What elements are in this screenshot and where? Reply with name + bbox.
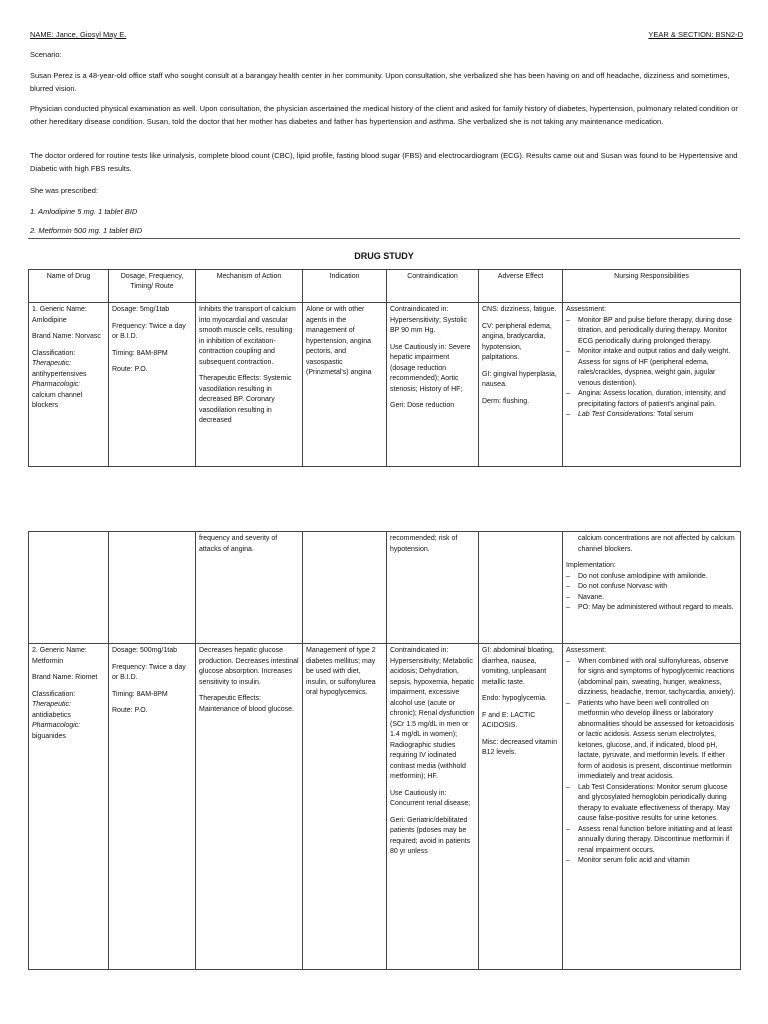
contraindication-cell xyxy=(387,644,479,970)
lab-test-text-cont: calcium concentrations are not affected by calcium channel blockers. xyxy=(578,535,735,553)
pharmacologic-label: Pharmacologic: xyxy=(32,722,81,729)
implementation-list xyxy=(566,572,737,614)
list-item: – PO: May be administered without regard to meals. xyxy=(578,603,737,614)
prescribed-label: She was prescribed: xyxy=(30,186,98,195)
adverse-misc: Misc: decreased vitamin B12 levels. xyxy=(482,738,558,756)
col-header: Nursing Responsibilities xyxy=(563,270,741,303)
pharmacologic-value: calcium channel blockers xyxy=(32,391,83,409)
therapeutic-value: antidiabetics xyxy=(32,711,71,719)
indication-cell xyxy=(303,303,387,467)
adverse-derm: Derm: flushing. xyxy=(482,397,530,405)
scenario-paragraph-3: The doctor ordered for routine tests like urinalysis, complete blood count (CBC), lipid profile, fasting blood sugar (FBS) and electrocardiogram (ECG). Results came out and Susan was found to be Hypertensive and Diabetic with high FBS results. xyxy=(30,151,738,173)
list-item: – Angina: Assess location, duration, intensity, and precipitating factors of patient's anginal pain. xyxy=(578,389,737,410)
mechanism-cell xyxy=(196,303,303,467)
list-item: – Patients who have been well controlled on metformin who develop illness or laboratory abnormalities should be assessed for ketoacidosis or lactic acidosis. Assess serum electrolytes, ketones, glucose, and, if indicated, blood pH, lactate, pyruvate, and metformin levels. If either form of acidosis is present, discontinue metformin immediately and treat acidosis. xyxy=(578,699,737,783)
frequency: Frequency: Twice a day or B.I.D. xyxy=(112,322,186,340)
assessment-list xyxy=(566,316,737,421)
assessment-label: Assessment: xyxy=(566,306,607,313)
pharmacologic-label: Pharmacologic: xyxy=(32,381,81,388)
therapeutic-effects: Therapeutic Effects: Maintenance of blood glucose. xyxy=(199,695,294,713)
list-item: – Do not confuse Norvasc with xyxy=(578,582,737,593)
col-header: Contraindication xyxy=(387,270,479,303)
list-item: – Monitor intake and output ratios and daily weight. Assess for signs of HF (peripheral edema, rales/crackles, dyspnea, weight gain, jugular venous distention). xyxy=(578,347,737,389)
timing: Timing: 8AM-8PM xyxy=(112,349,168,357)
adverse-fe: F and E: LACTIC ACIDOSIS. xyxy=(482,711,536,729)
adverse-gi: GI: abdominal bloating, diarrhea, nausea, vomiting, unpleasant metallic taste. xyxy=(482,647,554,686)
student-name: NAME: Jance, Giosyl May E. xyxy=(30,30,127,39)
col-header: Indication xyxy=(303,270,387,303)
lab-test-label: Lab Test Considerations: xyxy=(578,411,656,418)
table-header-row xyxy=(29,270,741,303)
list-item: – When combined with oral sulfonylureas, observe for signs and symptoms of hypoglycemic reactions (abdominal pain, sweating, hunger, weakness, dizziness, headache, tremor, tachycardia, anxiety). xyxy=(578,657,737,699)
adverse-effect-cell xyxy=(479,644,563,970)
adverse-effect-cell xyxy=(479,303,563,467)
use-cautiously: Use Cautiously in: Concurrent renal disease; xyxy=(390,789,471,807)
drug-name-cell xyxy=(29,644,109,970)
prescription-1: 1. Amlodipine 5 mg. 1 tablet BID xyxy=(30,207,138,216)
scenario-paragraph-2: Physician conducted physical examination as well. Upon consultation, the physician ascertained the medical history of the client and asked for family history of diabetes, hypertension, pulmonary related condition or other hereditary disease condition. Susan, told the doctor that her mother has diabetes and father has hypertension and asthma. She verbalized she is not taking any maintenance medication. xyxy=(30,104,738,126)
route: Route: P.O. xyxy=(112,707,148,714)
lab-test-text: Total serum xyxy=(657,411,694,418)
divider xyxy=(28,238,740,239)
indication-cell xyxy=(303,644,387,970)
contraindication-cell xyxy=(387,303,479,467)
nursing-cell xyxy=(563,644,741,970)
generic-name: 2. Generic Name: Metformin xyxy=(32,647,87,665)
therapeutic-label: Therapeutic: xyxy=(32,360,71,367)
col-header: Mechanism of Action xyxy=(196,270,303,303)
contraindicated-in: Contraindicated in: Hypersensitivity; Metabolic acidosis; Dehydration, sepsis, hypoxemia, hepatic impairment, excessive alcohol use (acute or chronic); Renal dysfunction (SCr 1.5 mg/dL in men or 1.4 mg/dL in women); Radiographic studies requiring IV iodinated contrast media (withhold metformin); HF. xyxy=(390,647,475,780)
dosage-cell xyxy=(109,303,196,467)
nursing-cell-cont xyxy=(563,532,741,644)
brand-name: Brand Name: Norvasc xyxy=(32,333,101,340)
prescription-2: 2. Metformin 500 mg. 1 tablet BID xyxy=(30,226,143,235)
generic-name: 1. Generic Name: Amlodipine xyxy=(32,306,87,324)
col-header: Name of Drug xyxy=(29,270,109,303)
pharmacologic-value: biguanides xyxy=(32,732,66,740)
dosage: Dosage: 500mg/1tab xyxy=(112,647,177,654)
mechanism-text: Decreases hepatic glucose production. Decreases intestinal glucose absorption. Increases sensitivity to insulin. xyxy=(199,647,299,686)
scenario-paragraph-1: Susan Perez is a 48-year-old office staff who sought consult at a barangay health center in her community. Upon consultation, she verbalized she has been having on and off headache, dizziness and sometimes, blurred vision. xyxy=(30,71,730,93)
list-item: – Monitor BP and pulse before therapy, during dose titration, and periodically during therapy. Monitor ECG periodically during prolonged therapy. xyxy=(578,316,737,348)
table-row-amlodipine xyxy=(29,303,741,467)
timing: Timing: 8AM-8PM xyxy=(112,690,168,698)
assessment-label: Assessment: xyxy=(566,647,607,654)
indication-text: Alone or with other agents in the management of hypertension, angina pectoris, and vasospastic (Prinzmetal's) angina xyxy=(306,306,372,376)
brand-name: Brand Name: Riomet xyxy=(32,674,98,681)
assessment-list xyxy=(566,657,737,867)
contraindication-cell-cont xyxy=(387,532,479,644)
list-item: – Do not confuse amlodipine with amiloride. xyxy=(578,572,737,583)
geri-note-cont: recommended; risk of hypotension. xyxy=(390,535,458,553)
drug-study-table-page-1 xyxy=(28,269,741,467)
col-header: Dosage, Frequency, Timing/ Route xyxy=(109,270,196,303)
mechanism-cell xyxy=(196,644,303,970)
year-section: YEAR & SECTION: BSN2-D xyxy=(648,30,743,39)
adverse-endo: Endo: hypoglycemia. xyxy=(482,695,547,702)
therapeutic-effects: Therapeutic Effects: Systemic vasodilation resulting in decreased BP. Coronary vasodilation resulting in decreased xyxy=(199,375,292,424)
adverse-cv: CV: peripheral edema, angina, bradycardia, hypotension, palpitations. xyxy=(482,322,552,361)
classification-label: Classification: xyxy=(32,690,76,698)
list-item: – Navane. xyxy=(578,593,737,604)
indication-text: Management of type 2 diabetes mellitus; may be used with diet, insulin, or sulfonylurea oral hypoglycemics. xyxy=(306,647,376,696)
mechanism-text: Inhibits the transport of calcium into myocardial and vascular smooth muscle cells, resulting in inhibition of excitation-contraction coupling and subsequent contraction. xyxy=(199,306,296,366)
use-cautiously: Use Cautiously in: Severe hepatic impairment (dosage reduction recommended); Aortic stenosis; History of HF; xyxy=(390,343,471,393)
list-item: – Assess renal function before initiating and at least annually during therapy. Discontinue metformin if renal impairment occurs. xyxy=(578,825,737,857)
classification-label: Classification: xyxy=(32,349,76,357)
geri-note: Geri: Dose reduction xyxy=(390,402,455,409)
adverse-gi: GI: gingival hyperplasia, nausea. xyxy=(482,370,557,388)
table-row-amlodipine-cont xyxy=(29,532,741,644)
therapeutic-label: Therapeutic: xyxy=(32,701,71,708)
mechanism-cell-cont xyxy=(196,532,303,644)
nursing-cell xyxy=(563,303,741,467)
dosage: Dosage: 5mg/1tab xyxy=(112,306,170,313)
table-row-metformin xyxy=(29,644,741,970)
contraindicated-in: Contraindicated in: Hypersensitivity; Systolic BP 90 mm Hg. xyxy=(390,306,468,334)
implementation-label: Implementation: xyxy=(566,562,616,569)
list-item: – Monitor serum folic acid and vitamin xyxy=(578,856,737,867)
col-header: Adverse Effect xyxy=(479,270,563,303)
therapeutic-value: antihypertensives xyxy=(32,370,87,378)
adverse-cns: CNS: dizziness, fatigue. xyxy=(482,306,557,313)
mechanism-text-cont: frequency and severity of attacks of angina. xyxy=(199,535,278,553)
route: Route: P.O. xyxy=(112,366,148,373)
drug-name-cell xyxy=(29,303,109,467)
dosage-cell xyxy=(109,644,196,970)
list-item: – Lab Test Considerations: Monitor serum glucose and glycosylated hemoglobin periodically during therapy to evaluate effectiveness of therapy. May cause false-positive results for urine ketones. xyxy=(578,783,737,825)
scenario-label: Scenario: xyxy=(30,50,62,59)
geri-note: Geri: Geriatric/debilitated patients (pdoses may be required; avoid in patients 80 yr unless xyxy=(390,816,471,855)
drug-study-table-page-2 xyxy=(28,531,741,970)
list-item xyxy=(578,410,737,421)
drug-study-title: DRUG STUDY xyxy=(354,251,414,261)
frequency: Frequency: Twice a day or B.I.D. xyxy=(112,663,186,681)
